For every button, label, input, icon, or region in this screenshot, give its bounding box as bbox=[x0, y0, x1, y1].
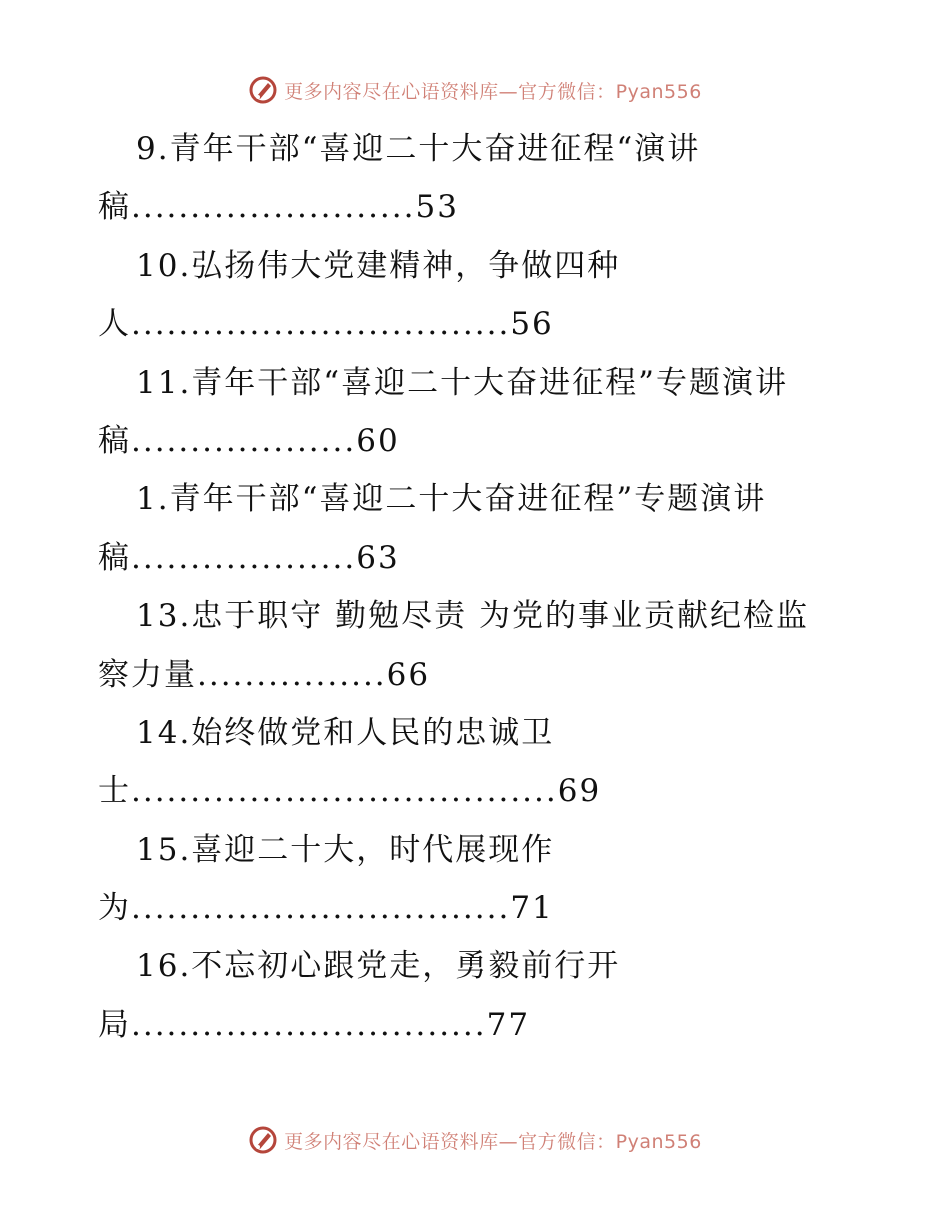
pen-circle-logo-icon bbox=[248, 1125, 278, 1155]
toc-entry-page: 局..............................77 bbox=[98, 1006, 531, 1043]
header-watermark-banner bbox=[0, 70, 950, 110]
toc-entry-page: 士....................................69 bbox=[98, 773, 602, 810]
toc-entry-page: 察力量................66 bbox=[98, 656, 431, 693]
toc-entry-page: 稿...................60 bbox=[98, 422, 400, 459]
toc-entry-title: 11.青年干部“喜迎二十大奋进征程”专题演讲 bbox=[136, 364, 788, 401]
toc-entry-title: 9.青年干部“喜迎二十大奋进征程“演讲 bbox=[136, 131, 701, 167]
toc-entry-title: 1.青年干部“喜迎二十大奋进征程”专题演讲 bbox=[136, 481, 767, 518]
toc-entry-page: 人................................56 bbox=[98, 306, 554, 343]
toc-entry-title: 14.始终做党和人民的忠诚卫 bbox=[136, 714, 555, 751]
watermark-text: 更多内容尽在心语资料库—官方微信：Pyan556 bbox=[284, 80, 702, 103]
toc-entry-title: 10.弘扬伟大党建精神，争做四种 bbox=[136, 247, 621, 284]
toc-entry-page: 稿........................53 bbox=[98, 189, 459, 226]
toc-entry-page: 为................................71 bbox=[98, 890, 554, 927]
toc-entry-title: 13.忠于职守 勤勉尽责 为党的事业贡献纪检监 bbox=[136, 598, 810, 635]
pen-circle-logo-icon bbox=[248, 75, 278, 105]
toc-entry-title: 15.喜迎二十大，时代展现作 bbox=[136, 831, 555, 868]
toc-entry-page: 稿...................63 bbox=[98, 539, 400, 576]
table-of-contents bbox=[0, 120, 950, 1054]
footer-watermark-banner bbox=[0, 1120, 950, 1160]
toc-entry-title: 16.不忘初心跟党走，勇毅前行开 bbox=[136, 948, 621, 985]
watermark-text: 更多内容尽在心语资料库—官方微信：Pyan556 bbox=[284, 1130, 702, 1153]
